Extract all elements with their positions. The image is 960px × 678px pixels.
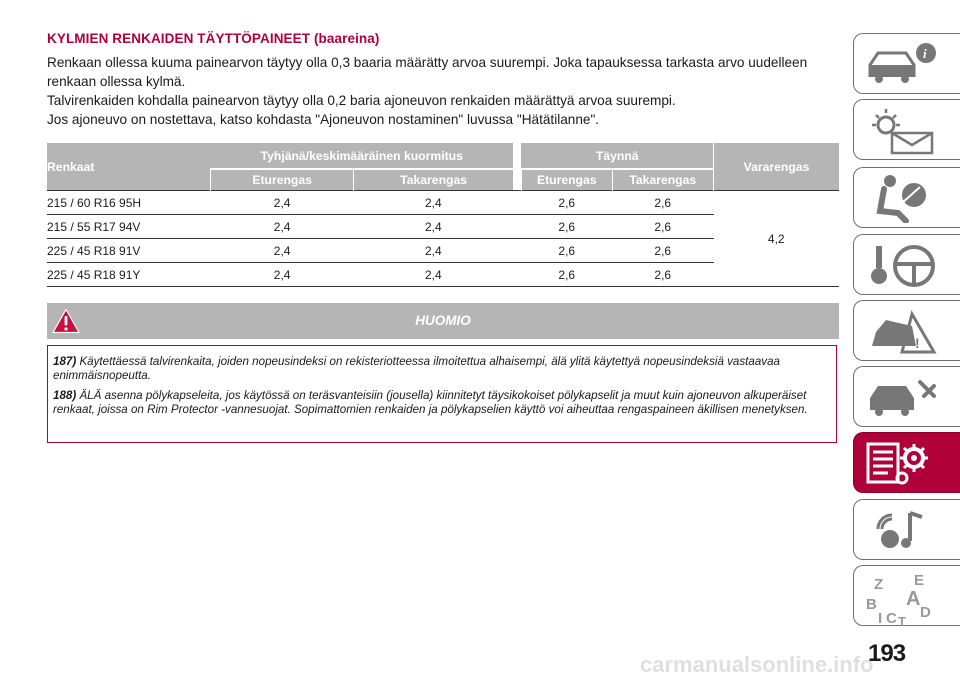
pressure-value: 2,6 (612, 239, 713, 263)
table-row (47, 191, 839, 215)
pressure-value: 2,4 (354, 239, 513, 263)
note-text: Käytettäessä talvirenkaita, joiden nopeusindeksi on rekisteriotteessa ilmoitettua alhaisempi, älä ylitä käytettyä nopeusindeksiä vastaavaa enimmäisnopeutta. (53, 355, 780, 382)
car-maintenance-icon (862, 372, 942, 422)
index-letter: T (898, 614, 906, 627)
warning-note (53, 389, 828, 417)
pressure-value: 2,4 (354, 215, 513, 239)
multimedia-icon (862, 505, 942, 555)
chapter-tab-car-info[interactable] (853, 33, 960, 94)
intro-text (47, 53, 839, 129)
warning-header (47, 303, 839, 339)
svg-text:!: ! (915, 335, 920, 351)
tyre-size: 215 / 60 R16 95H (47, 191, 211, 215)
header-tyres: Renkaat (47, 143, 211, 191)
warning-title: HUOMIO (415, 313, 471, 328)
index-letter: D (920, 604, 931, 621)
pressure-value: 2,4 (211, 263, 354, 287)
pressure-value: 2,6 (521, 263, 612, 287)
note-text: ÄLÄ asenna pölykapseleita, jos käytössä on teräsvanteisiin (jousella) kiinnitetyt täysikokoiset pölykapselit ja muut kuin ajoneuvon alkuperäiset renkaat, joissa on Rim Protector -vannesuojat. Sopimattomien renkaiden ja pölykapselien käyttö voi aiheuttaa rengaspaineen äkillisen menetyksen. (53, 389, 808, 416)
note-number: 188) (53, 389, 77, 402)
page-number: 193 (868, 640, 906, 667)
header-front: Eturengas (211, 169, 354, 191)
index-letter: B (866, 596, 877, 613)
warning-note (53, 355, 828, 383)
pressure-value: 2,6 (612, 263, 713, 287)
header-empty-medium-load: Tyhjänä/keskimääräinen kuormitus (211, 143, 513, 169)
index-letter: Z (874, 576, 884, 593)
intro-paragraph: Renkaan ollessa kuuma painearvon täytyy olla 0,3 baaria määrätty arvoa suurempi. Joka tapauksessa tarkasta arvo uudelleen renkaan ollessa kylmä. (47, 55, 808, 89)
chapter-tab-warning-lights[interactable] (853, 99, 960, 160)
watermark: carmanualsonline.info (640, 652, 874, 677)
pressure-value: 2,4 (354, 191, 513, 215)
pressure-value: 2,4 (211, 215, 354, 239)
tyre-pressure-table (47, 143, 839, 287)
index-letters-icon (862, 571, 942, 627)
spare-pressure-value: 4,2 (714, 191, 840, 287)
chapter-tab-maintenance[interactable] (853, 366, 960, 427)
chapter-tab-safety[interactable] (853, 167, 960, 228)
pressure-value: 2,6 (612, 191, 713, 215)
note-number: 187) (53, 355, 77, 368)
car-info-icon (862, 39, 942, 89)
seat-airbag-icon (862, 173, 942, 223)
chapter-tab-starting-driving[interactable] (853, 234, 960, 295)
key-steering-wheel-icon (862, 240, 942, 290)
intro-paragraph: Talvirenkaiden kohdalla painearvon täytyy olla 0,2 baria ajoneuvon renkaiden määrättyä arvoa suurempi. (47, 93, 676, 108)
header-rear: Takarengas (354, 169, 513, 191)
pressure-value: 2,4 (354, 263, 513, 287)
header-full: Täynnä (521, 143, 713, 169)
svg-text:i: i (923, 46, 927, 61)
pressure-value: 2,6 (521, 191, 612, 215)
index-letter: I (878, 610, 883, 627)
tyre-size: 215 / 55 R17 94V (47, 215, 211, 239)
pressure-value: 2,6 (521, 239, 612, 263)
technical-data-icon (862, 438, 942, 488)
intro-paragraph: Jos ajoneuvo on nostettava, katso kohdasta "Ajoneuvon nostaminen" luvussa "Hätätilanne". (47, 112, 600, 127)
header-gap (513, 143, 522, 191)
tyre-size: 225 / 45 R18 91Y (47, 263, 211, 287)
warning-body (47, 345, 837, 443)
chapter-tab-technical-data[interactable] (853, 432, 960, 493)
pressure-value: 2,6 (521, 215, 612, 239)
index-letter: A (906, 588, 921, 610)
warning-lights-mail-icon (862, 105, 942, 155)
index-letter: C (886, 610, 897, 627)
header-rear: Takarengas (612, 169, 713, 191)
index-letter: E (914, 572, 925, 589)
pressure-value: 2,6 (612, 215, 713, 239)
pressure-value: 2,4 (211, 239, 354, 263)
chapter-tab-multimedia[interactable] (853, 499, 960, 560)
chapter-tab-emergency[interactable] (853, 300, 960, 361)
header-spare: Vararengas (714, 143, 840, 191)
section-title: KYLMIEN RENKAIDEN TÄYTTÖPAINEET (baareina) (47, 31, 380, 46)
pressure-value: 2,4 (211, 191, 354, 215)
tyre-size: 225 / 45 R18 91V (47, 239, 211, 263)
chapter-tab-index[interactable] (853, 565, 960, 626)
header-front: Eturengas (521, 169, 612, 191)
car-breakdown-icon (862, 306, 942, 356)
